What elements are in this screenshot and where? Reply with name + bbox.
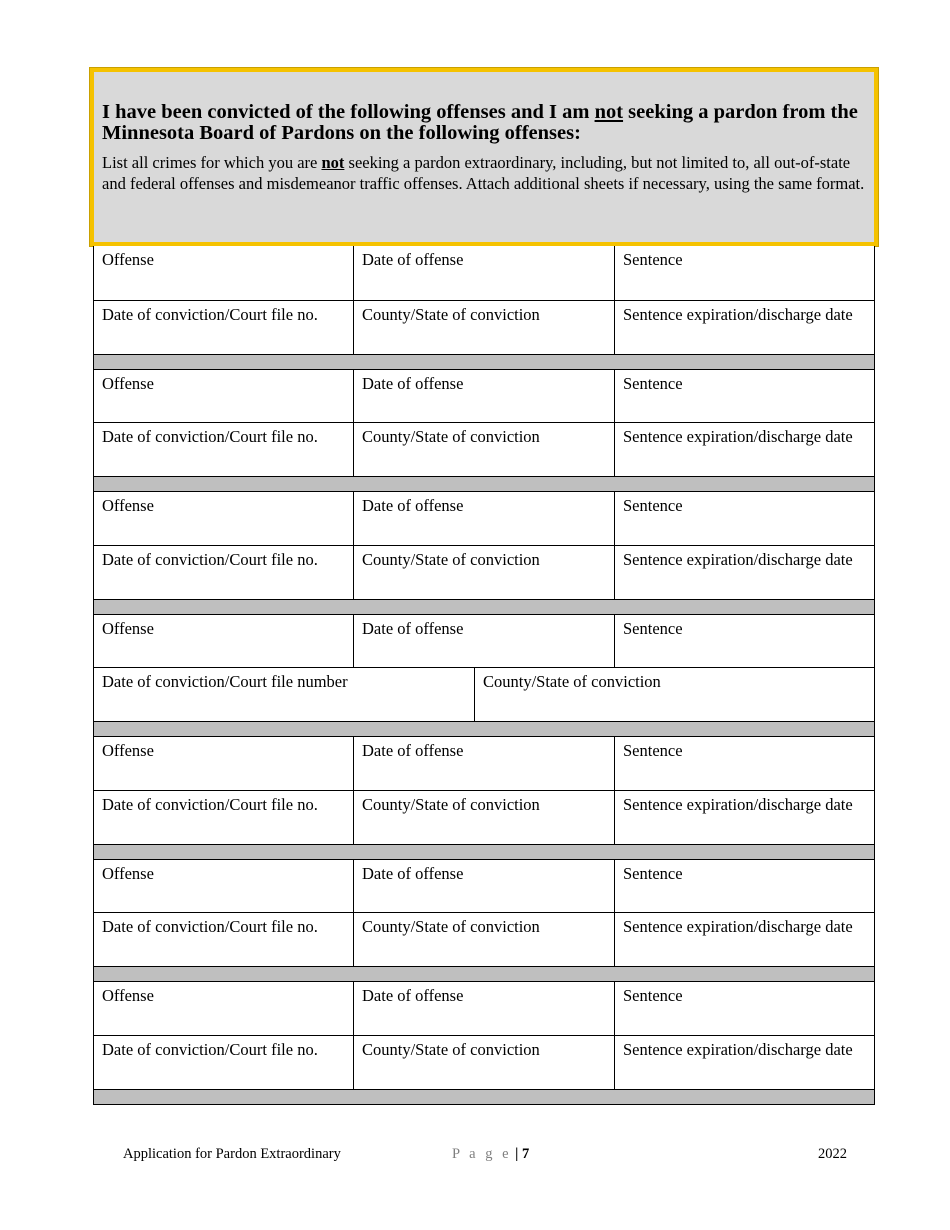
block-separator [93,845,875,860]
offense-field[interactable]: Offense [94,982,354,1035]
conviction-date-field[interactable]: Date of conviction/Court file number [94,668,475,721]
offense-row [93,492,875,546]
offense-row [93,982,875,1036]
county-state-field[interactable]: County/State of conviction [354,791,615,844]
conviction-date-field[interactable]: Date of conviction/Court file no. [94,301,354,354]
date-of-offense-field[interactable]: Date of offense [354,737,615,790]
county-state-field[interactable]: County/State of conviction [483,672,661,691]
block-separator [93,477,875,492]
footer-doc-title: Application for Pardon Extraordinary [123,1146,341,1162]
offense-field[interactable]: Offense [94,860,354,912]
conviction-date-field[interactable]: Date of conviction/Court file no. [94,423,354,476]
page-footer [0,1146,950,1166]
offense-field[interactable]: Offense [94,370,354,422]
footer-page-indicator: P a g e | 7 [452,1146,530,1162]
county-state-field[interactable]: County/State of conviction [354,423,615,476]
title-not: not [594,101,624,123]
offense-row [93,737,875,791]
offense-row [93,370,875,423]
sentence-field[interactable]: Sentence [623,986,683,1005]
block-separator [93,1090,875,1105]
expiration-date-field[interactable]: Sentence expiration/discharge date [623,305,853,324]
conviction-row [93,423,875,477]
footer-page-number: 7 [521,1146,530,1162]
offense-row [93,246,875,301]
conviction-date-field[interactable]: Date of conviction/Court file no. [94,1036,354,1089]
conviction-row [93,913,875,967]
offense-row [93,860,875,913]
offense-field[interactable]: Offense [94,246,354,300]
date-of-offense-field[interactable]: Date of offense [354,246,615,300]
section-title: I have been convicted of the following offenses and I am not seeking a pardon from the Minnesota Board of Pardons on the following offenses: [102,101,858,144]
date-of-offense-field[interactable]: Date of offense [354,860,615,912]
block-separator [93,967,875,982]
sentence-field[interactable]: Sentence [623,741,683,760]
expiration-date-field[interactable]: Sentence expiration/discharge date [623,550,853,569]
offense-field[interactable]: Offense [94,737,354,790]
conviction-row [93,546,875,600]
sentence-field[interactable]: Sentence [623,250,683,269]
conviction-row [93,301,875,355]
sentence-field[interactable]: Sentence [623,619,683,638]
expiration-date-field[interactable]: Sentence expiration/discharge date [623,1040,853,1059]
block-separator [93,600,875,615]
sentence-field[interactable]: Sentence [623,496,683,515]
block-separator [93,355,875,370]
section-instructions: List all crimes for which you are not seeking a pardon extraordinary, including, but not limited to, all out-of-state and federal offenses and misdemeanor traffic offenses. Attach additional sheets if necessary, using the same format. [102,153,865,193]
date-of-offense-field[interactable]: Date of offense [354,370,615,422]
instr-not: not [321,153,345,172]
conviction-date-field[interactable]: Date of conviction/Court file no. [94,913,354,966]
offense-field[interactable]: Offense [94,615,354,667]
conviction-date-field[interactable]: Date of conviction/Court file no. [94,791,354,844]
county-state-field[interactable]: County/State of conviction [354,913,615,966]
conviction-date-field[interactable]: Date of conviction/Court file no. [94,546,354,599]
county-state-field[interactable]: County/State of conviction [354,1036,615,1089]
block-separator [93,722,875,737]
conviction-row [93,791,875,845]
sentence-field[interactable]: Sentence [623,864,683,883]
offense-row [93,615,875,668]
footer-year: 2022 [818,1146,847,1162]
expiration-date-field[interactable]: Sentence expiration/discharge date [623,917,853,936]
sentence-field[interactable]: Sentence [623,374,683,393]
conviction-row [93,1036,875,1090]
offense-field[interactable]: Offense [94,492,354,545]
expiration-date-field[interactable]: Sentence expiration/discharge date [623,795,853,814]
footer-separator: | [511,1146,522,1162]
date-of-offense-field[interactable]: Date of offense [354,615,615,667]
date-of-offense-field[interactable]: Date of offense [354,982,615,1035]
date-of-offense-field[interactable]: Date of offense [354,492,615,545]
county-state-field[interactable]: County/State of conviction [354,546,615,599]
expiration-date-field[interactable]: Sentence expiration/discharge date [623,427,853,446]
county-state-field[interactable]: County/State of conviction [354,301,615,354]
section-header [90,68,878,246]
conviction-row [93,668,875,722]
